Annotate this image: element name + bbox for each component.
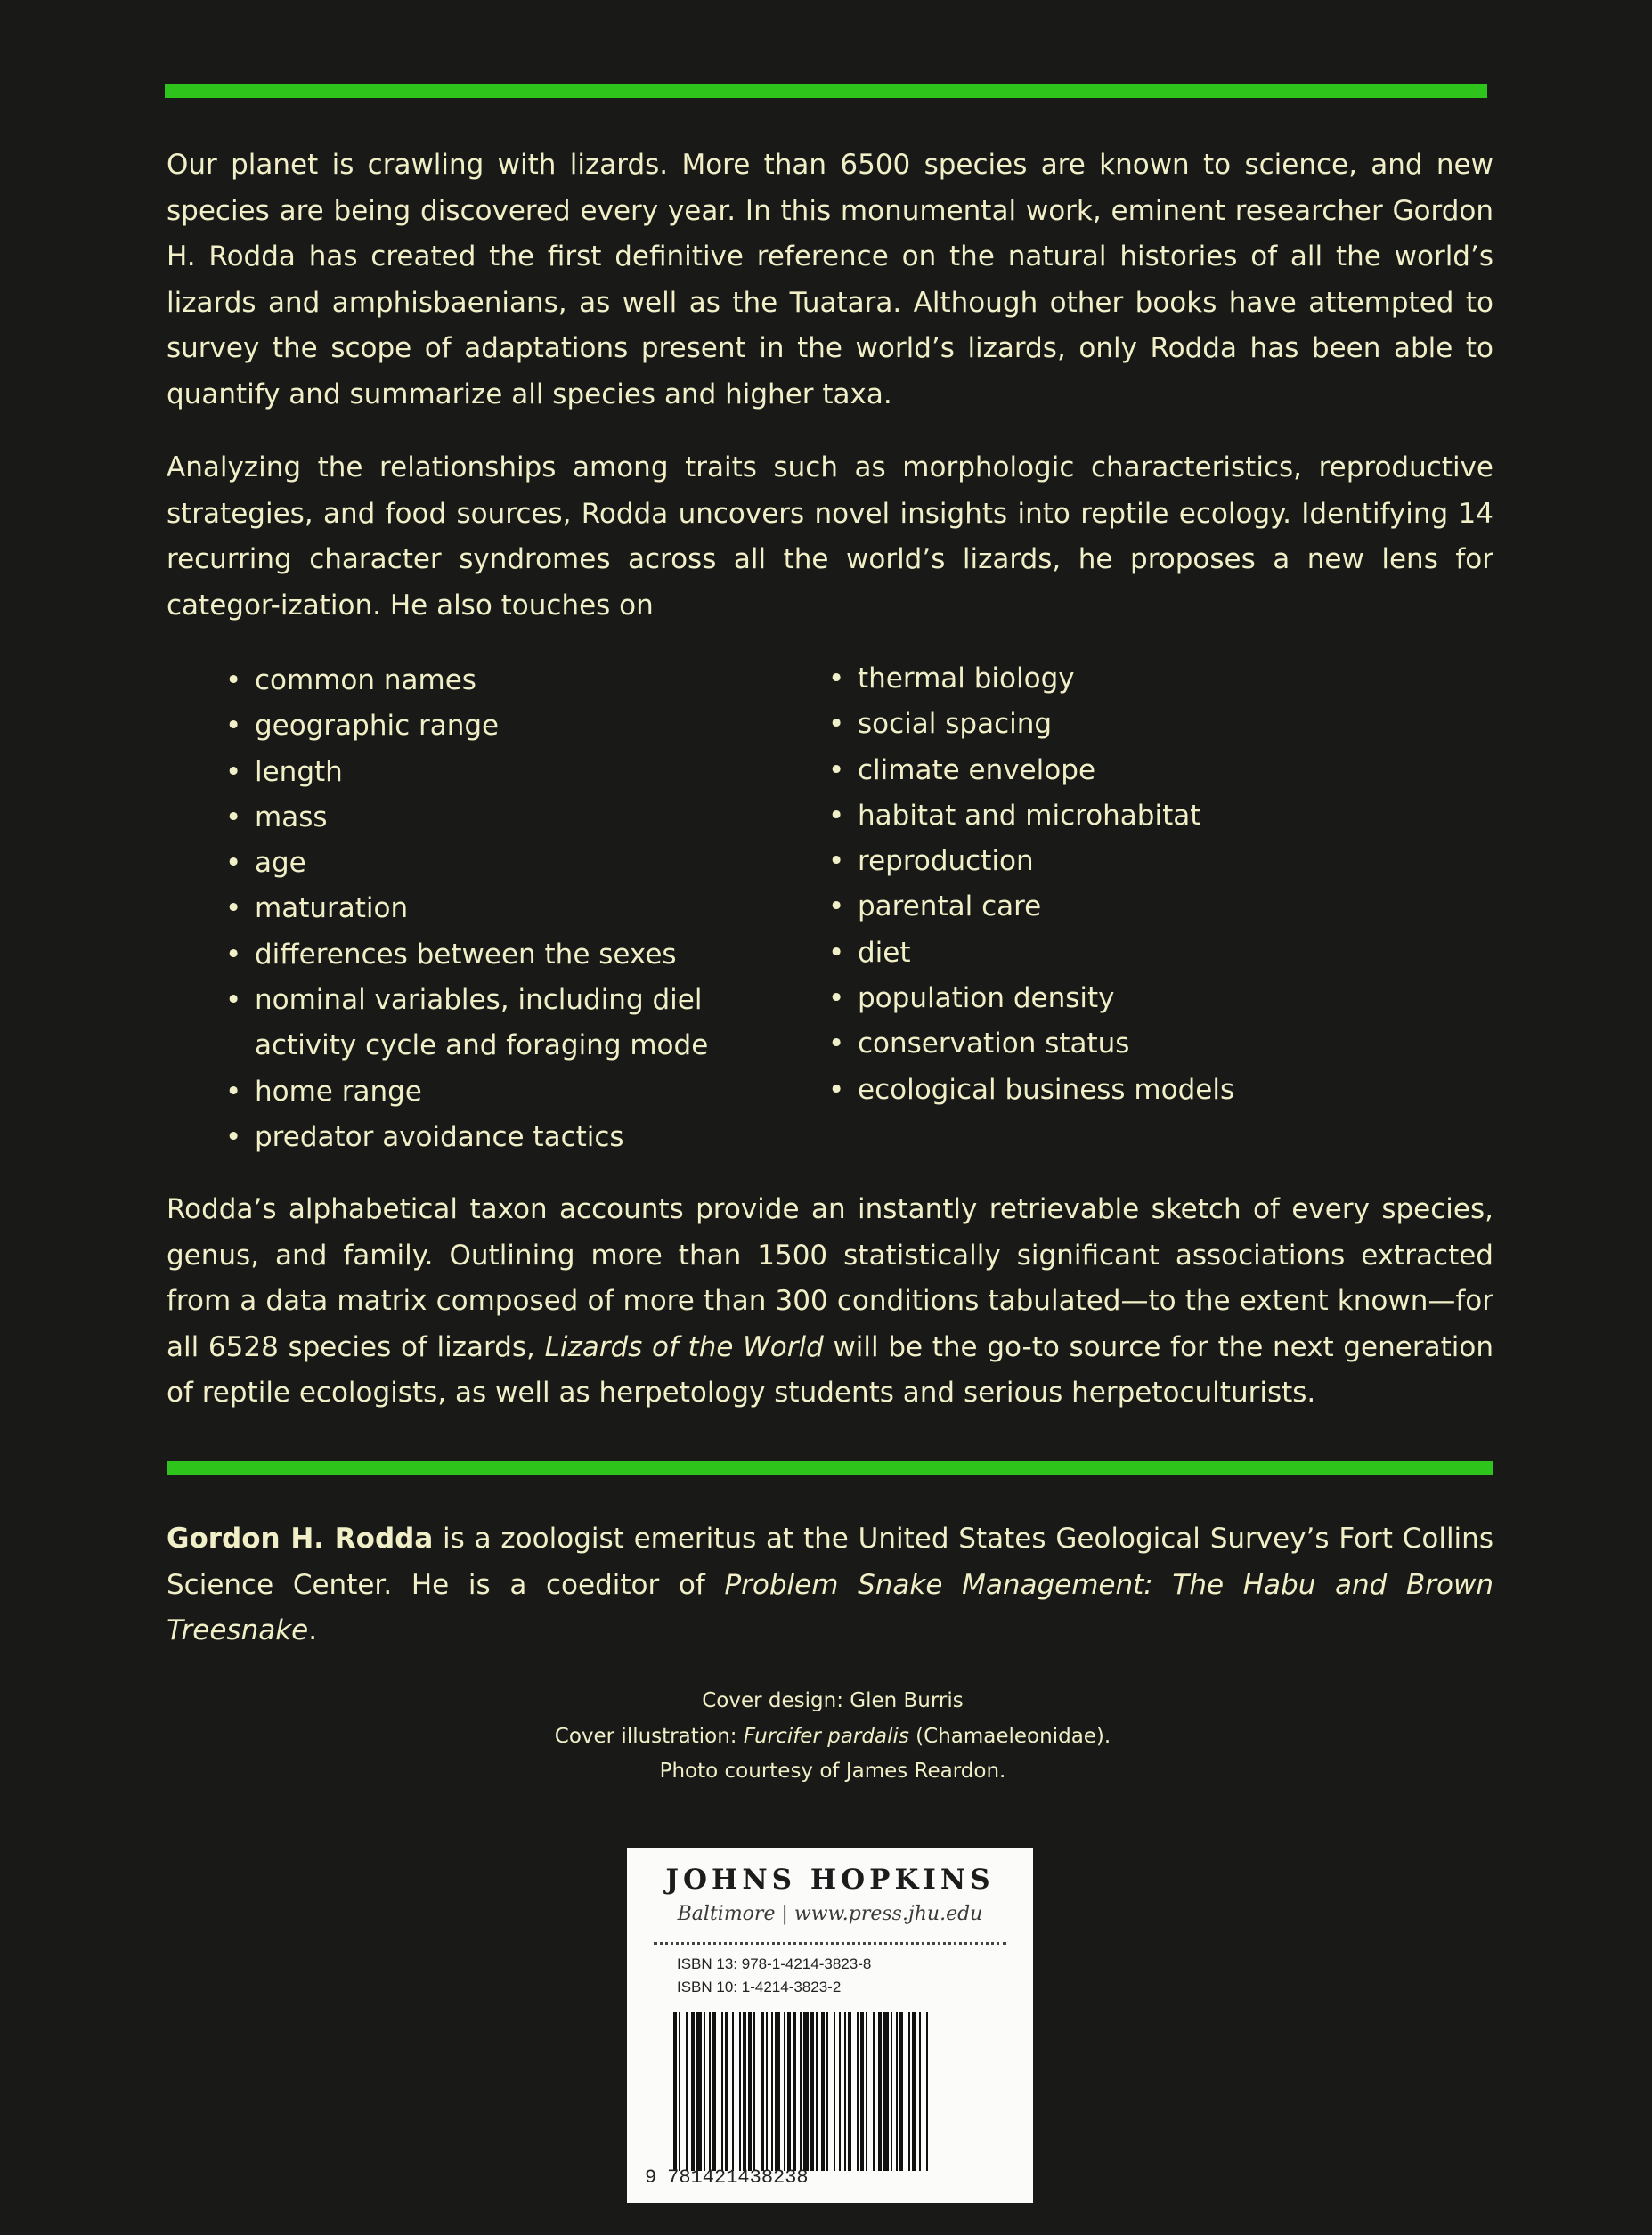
publisher-location: Baltimore | www.press.jhu.edu	[677, 1903, 983, 1925]
list-item: • mass	[225, 795, 777, 841]
list-item: • social spacing	[828, 702, 1407, 747]
isbn-barcode-box	[627, 1848, 1033, 2203]
publisher-name: JOHNS HOPKINS	[665, 1864, 995, 1896]
list-item: • home range	[225, 1069, 777, 1115]
cover-illustration-credit	[392, 1719, 1274, 1755]
list-item: • conservation status	[828, 1021, 1407, 1067]
illustration-prefix: Cover illustration:	[554, 1724, 744, 1748]
author-name: Gordon H. Rodda	[167, 1523, 434, 1555]
cover-credits	[392, 1684, 1274, 1790]
list-item: • age	[225, 841, 777, 886]
top-green-rule	[165, 84, 1487, 98]
topics-list-left	[225, 658, 777, 1160]
list-item: • parental care	[828, 884, 1407, 930]
isbn-13: ISBN 13: 978-1-4214-3823-8	[677, 1955, 872, 1972]
list-item: • thermal biology	[828, 656, 1407, 702]
coedited-book-title: Problem Snake Management: The Habu and Brown Treesnake	[167, 1568, 1493, 1646]
list-item: • climate envelope	[828, 748, 1407, 793]
para3-text-before: Rodda’s alphabetical taxon accounts provide an instantly retrievable sketch of every species, genus, and family. Outlining more than 1500 statistically significant associations extracted from a data matrix composed of more than 300 conditions tabulated—to the extent known—for all 6528 species of lizards,	[167, 1193, 1493, 1363]
illustration-suffix: (Chamaeleonidae).	[908, 1724, 1111, 1748]
list-item: • predator avoidance tactics	[225, 1115, 777, 1160]
barcode-lead-digit: 9	[645, 2166, 657, 2189]
list-item: • length	[225, 750, 777, 795]
bio-text: is a zoologist emeritus at the United States Geological Survey’s Fort Collins Science Center. He is a coeditor of	[167, 1523, 1493, 1601]
list-item: • maturation	[225, 886, 777, 931]
book-title: Lizards of the World	[544, 1330, 824, 1363]
list-item: • nominal variables, including diel activity cycle and foraging mode	[225, 978, 777, 1069]
list-item: • geographic range	[225, 703, 777, 749]
topics-list-right	[828, 656, 1407, 1113]
para3-text-after: will be the go-to source for the next generation of reptile ecologists, as well as herpetology students and serious herpetoculturists.	[167, 1330, 1493, 1409]
list-item: • common names	[225, 658, 777, 703]
list-item: • differences between the sexes	[225, 932, 777, 978]
list-item: • habitat and microhabitat	[828, 793, 1407, 839]
author-bio	[167, 1516, 1493, 1654]
description-paragraph-2: Analyzing the relationships among traits such as morphologic characteristics, reproductive strategies, and food sources, Rodda uncovers novel insights into reptile ecology. Identifying 14 recurring character syndromes across all the world’s lizards, he proposes a new lens for categor-ization. He also touches on	[167, 451, 1493, 622]
cover-design-credit: Cover design: Glen Burris	[702, 1689, 964, 1712]
list-item: • population density	[828, 976, 1407, 1021]
bio-end: .	[308, 1614, 318, 1646]
illustration-species: Furcifer pardalis	[743, 1724, 909, 1748]
list-item: • reproduction	[828, 839, 1407, 884]
photo-credit: Photo courtesy of James Reardon.	[659, 1760, 1006, 1783]
isbn-10: ISBN 10: 1-4214-3823-2	[677, 1979, 842, 1995]
barcode-image	[673, 2012, 930, 2171]
middle-green-rule	[167, 1461, 1493, 1475]
description-paragraph-1: Our planet is crawling with lizards. More than 6500 species are known to science, and new species are being discovered every year. In this monumental work, eminent researcher Gordon H. Rodda has created the first definitive reference on the natural histories of all the world’s lizards and amphisbaenians, as well as the Tuatara. Although other books have attempted to survey the scope of adaptations present in the world’s lizards, only Rodda has been able to quantify and summarize all species and higher taxa.	[167, 149, 1493, 410]
dotted-divider	[654, 1942, 1006, 1945]
barcode-digits	[645, 2166, 809, 2189]
description-paragraph-3	[167, 1187, 1493, 1417]
list-item: • diet	[828, 931, 1407, 976]
list-item: • ecological business models	[828, 1068, 1407, 1113]
barcode-number: 781421438238	[667, 2166, 809, 2189]
